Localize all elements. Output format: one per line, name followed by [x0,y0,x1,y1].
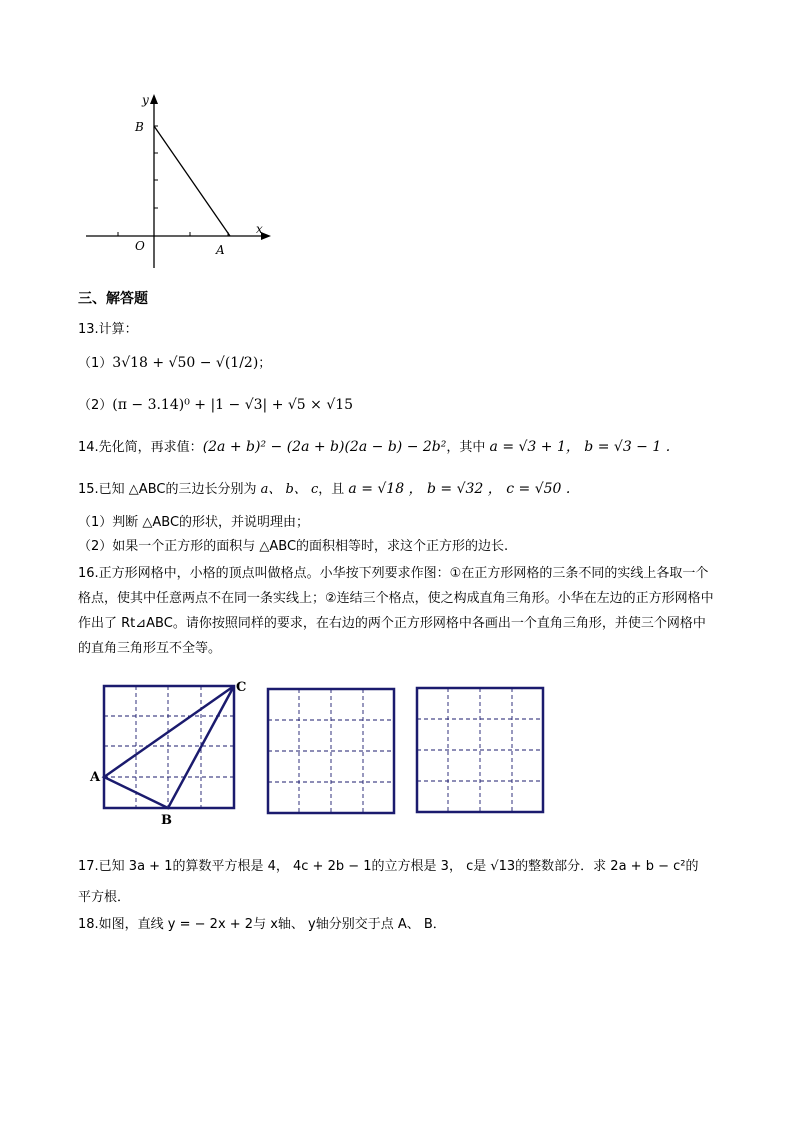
q14-prompt: 14.先化简，再求值： [78,440,203,455]
section-heading: 三、解答题 [78,291,148,307]
line-ab [154,126,230,236]
q14-expression: (2a + b)² − (2a + b)(2a − b) − 2b² [202,439,447,455]
q13-part1 [78,353,271,374]
q13-part1-expression: 3√18 + √50 − √(1/2) [112,355,259,371]
q13-part1-number: （1） [78,356,113,371]
right-grid [417,688,543,812]
q13-stem: 13.计算： [78,322,138,337]
q15-conj: ，且 [318,482,345,497]
vertex-a-label: A [90,770,101,785]
y-axis-label: y [142,93,149,107]
vertex-b-label: B [161,813,172,828]
q15-values: a = √18 ， b = √32 ， c = √50 . [348,481,571,497]
point-b-label: B [135,120,144,134]
q13-part1-end: ； [258,356,272,371]
q15-text [78,479,570,500]
q17-line2: 平方根． [78,890,131,905]
q13-part2 [78,395,353,416]
vertex-c-label: C [236,680,247,695]
x-axis-label: x [256,222,263,236]
coordinate-figure [80,88,280,273]
q13-part2-expression: (π − 3.14)⁰ + |1 − √3| + √5 × √15 [112,397,354,413]
point-a-label: A [216,243,225,257]
origin-label: O [135,239,145,253]
triangle-abc [104,686,234,808]
grid-figures [90,674,556,832]
q14-mid: ，其中 [446,440,486,455]
middle-grid [268,689,394,813]
q17-line1: 17.已知 3a + 1的算数平方根是 4， 4c + 2b − 1的立方根是 3， c是 √13的整数部分．求 2a + b − c²的 [78,859,699,874]
q14-conditions: a = √3 + 1， b = √3 − 1 . [489,439,671,455]
q15-part2: （2）如果一个正方形的面积与 △ABC的面积相等时，求这个正方形的边长. [78,539,509,554]
q16-text: 16.正方形网格中，小格的顶点叫做格点。小华按下列要求作图：①在正方形网格的三条不同的实线上各取一个格点，使其中任意两点不在同一条实线上；②连结三个格点，使之构成直角三角形。小华在左边的正方形网格中作出了 Rt⊿ABC。请你按照同样的要求，在右边的两个正方形网格中各画出一个直角三角形，并使三个网格中的直角三角形互不全等。 [78,566,714,656]
q18-text: 18.如图，直线 y = − 2x + 2与 x轴、 y轴分别交于点 A、 B． [78,917,446,932]
q15-sides: a、 b、 c [260,482,319,497]
y-axis-arrow [150,94,158,104]
q13-part2-number: （2） [78,398,113,413]
q15-prompt: 15.已知 △ABC的三边长分别为 [78,482,257,497]
q15-part1: （1）判断 △ABC的形状，并说明理由； [78,515,310,530]
left-grid [89,680,246,828]
q14-text [78,437,670,458]
